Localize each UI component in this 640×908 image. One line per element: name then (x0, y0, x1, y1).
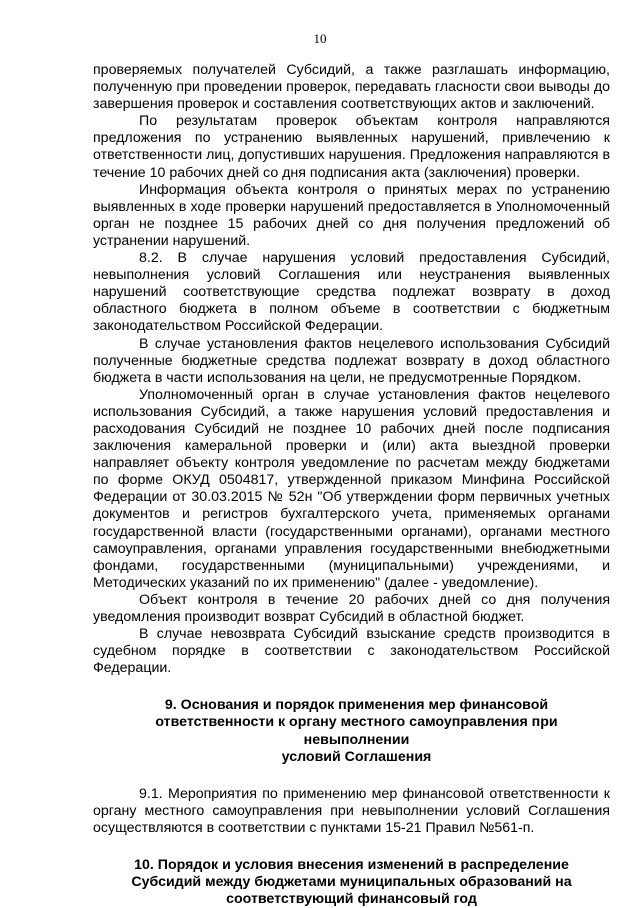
page-number: 10 (313, 31, 327, 46)
section-9-heading (93, 697, 610, 765)
section-10-heading-line: соответствующий финансовый год (226, 891, 477, 908)
paragraph-measures-info: Информация объекта контроля о принятых мерах по устранению выявленных в ходе проверки нарушений предоставляется в Уполномоченный орган не позднее 15 рабочих дней со дня получения предложений об устранении нарушений. (93, 181, 610, 249)
paragraph-court-recovery: В случае невозврата Субсидий взыскание средств производится в судебном порядке в соответствии с законодательством Российской Федерации. (93, 626, 610, 677)
section-10-heading (93, 857, 610, 908)
section-10-heading-line: 10. Порядок и условия внесения изменений в распределение (134, 857, 569, 874)
section-10 (93, 857, 610, 908)
paragraph-notification: Уполномоченный орган в случае установления фактов нецелевого использования Субсидий, а также нарушения условий предоставления и расходования Субсидий не позднее 10 рабочих дней после подписания заключения камеральной проверки и (или) акта выездной проверки направляет объекту контроля уведомление по расчетам между бюджетами по форме ОКУД 0504817, утвержденной приказом Минфина Российской Федерации от 30.03.2015 № 52н "Об утверждении форм первичных учетных документов и регистров бухгалтерского учета, применяемых органами государственной власти (государственными органами), органами местного самоуправления, органами управления государственными внебюджетными фондами, государственными (муниципальными) учреждениями, и Методических указаний по их применению" (далее - уведомление). (93, 386, 610, 591)
document-body (93, 62, 610, 908)
paragraph-9-1: 9.1. Мероприятия по применению мер финансовой ответственности к органу местного самоуправления при невыполнении условий Соглашения осуществляются в соответствии с пунктами 15-21 Правил №561-п. (93, 785, 610, 836)
section-9-heading-line: 9. Основания и порядок применения мер финансовой (164, 697, 549, 714)
paragraph-proposals: По результатам проверок объектам контроля направляются предложения по устранению выявленных нарушений, привлечению к ответственности лиц, допустивших нарушения. Предложения направляются в течение 10 рабочих дней со дня подписания акта (заключения) проверки. (93, 113, 610, 181)
section-9-heading-line: ответственности к органу местного самоуправления при невыполнении (155, 714, 558, 748)
paragraph-return-deadline: Объект контроля в течение 20 рабочих дней со дня получения уведомления производит возврат Субсидий в областной бюджет. (93, 591, 610, 625)
section-9 (93, 697, 610, 837)
section-10-heading-line: Субсидий между бюджетами муниципальных образований на (131, 874, 572, 891)
paragraph-verification-disclosure: проверяемых получателей Субсидий, а также разглашать информацию, полученную при проведении проверок, передавать гласности свои выводы до завершения проверок и составления соответствующих актов и заключений. (93, 62, 610, 113)
paragraph-8-2: 8.2. В случае нарушения условий предоставления Субсидий, невыполнения условий Соглашения или неустранения выявленных нарушений соответствующие средства подлежат возврату в доход областного бюджета в полном объеме в соответствии с бюджетным законодательством Российской Федерации. (93, 250, 610, 335)
section-9-heading-line: условий Соглашения (281, 748, 432, 765)
paragraph-misuse-return: В случае установления фактов нецелевого использования Субсидий полученные бюджетные средства подлежат возврату в доход областного бюджета в части использования на цели, не предусмотренные Порядком. (93, 335, 610, 386)
